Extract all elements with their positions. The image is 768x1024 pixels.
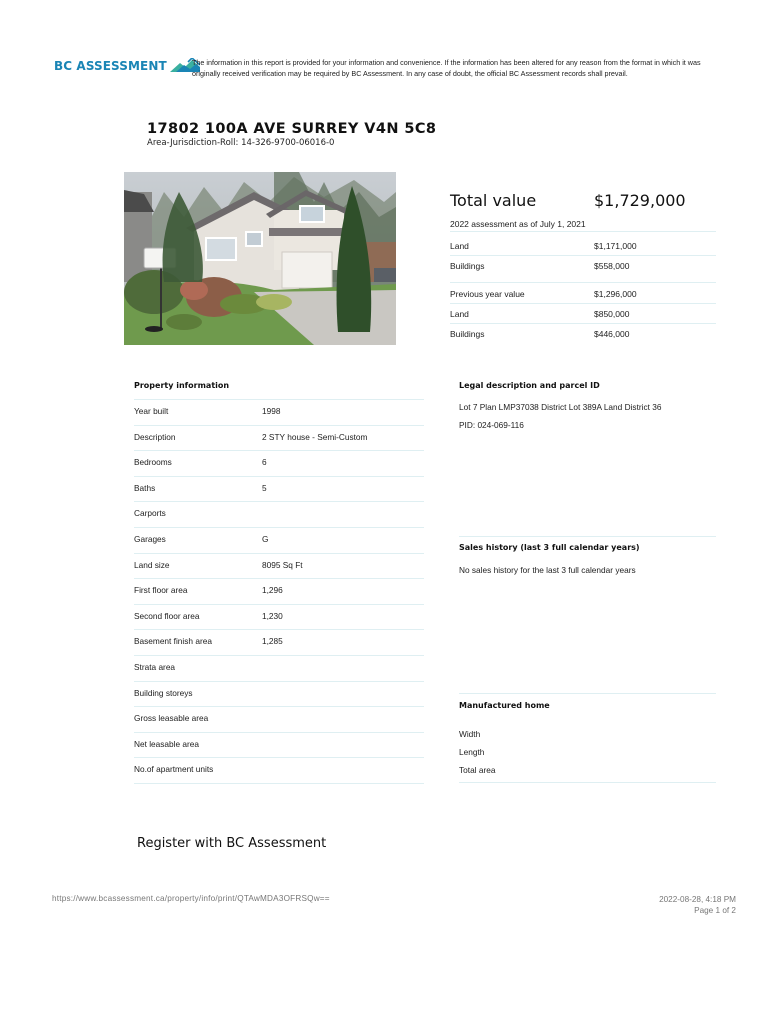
property-info-label: Description [134,431,176,442]
divider [134,732,424,733]
current-land-value: $1,171,000 [594,241,637,251]
page-number: Page 1 of 2 [694,906,736,915]
current-buildings-label: Buildings [450,261,485,271]
property-info-value: 8095 Sq Ft [262,559,303,570]
property-info-label: Gross leasable area [134,713,209,724]
property-info-label: Baths [134,482,156,493]
previous-buildings-label: Buildings [450,329,485,339]
property-info-value: G [262,534,269,544]
property-info-label: First floor area [134,585,188,596]
property-info-label: Strata area [134,662,176,672]
photo-caption-cropped [124,345,396,352]
total-value-amount: $1,729,000 [594,191,686,210]
logo-text: BC ASSESSMENT [54,59,167,73]
divider [450,255,716,256]
property-info-label: Carports [134,508,166,519]
sales-history-text: No sales history for the last 3 full calendar years [459,565,636,575]
property-info-label: Basement finish area [134,636,212,647]
divider [450,323,716,324]
divider [459,782,716,783]
footer-meta [659,894,736,916]
divider [134,655,424,656]
property-photo [124,172,396,345]
property-info-value: 2 STY house - Semi-Custom [262,431,368,442]
divider [134,476,424,477]
divider [134,399,424,400]
divider [134,706,424,707]
disclaimer-text: The information in this report is provided for your information and convenience. If the information has been altered for any reason from the format in which it was originally received verification may be required by BC Assessment. In any case of doubt, the official BC Assessment records shall prevail. [192,58,701,78]
divider [450,282,716,283]
property-info-value: 6 [262,457,267,468]
previous-value-label: Previous year value [450,289,525,299]
total-value-label: Total value [450,191,537,210]
divider [134,425,424,426]
divider [134,681,424,682]
property-info-label: No.of apartment units [134,764,214,775]
sales-history-heading: Sales history (last 3 full calendar years) [459,543,640,552]
parcel-id: PID: 024-069-116 [459,420,524,430]
divider [134,501,424,502]
property-info-value: 1,230 [262,610,283,621]
divider [450,303,716,304]
bc-assessment-logo [54,58,200,74]
manufactured-width-label: Width [459,729,481,739]
current-buildings-value: $558,000 [594,261,630,271]
property-info-label: Net leasable area [134,738,200,749]
divider [134,757,424,758]
property-info-value: 1998 [262,406,281,416]
divider [134,450,424,451]
property-info-label: Building storeys [134,687,193,698]
property-info-label: Second floor area [134,610,200,621]
previous-land-value: $850,000 [594,309,630,319]
assessment-date: 2022 assessment as of July 1, 2021 [450,219,586,229]
divider [134,553,424,554]
manufactured-total-area-label: Total area [459,765,496,775]
property-info-heading: Property information [134,381,230,390]
divider [450,231,716,232]
divider [134,783,424,784]
print-datetime: 2022-08-28, 4:18 PM [659,895,736,904]
property-address: 17802 100A AVE SURREY V4N 5C8 [147,121,437,137]
manufactured-length-label: Length [459,747,485,757]
roll-number: Area-Jurisdiction-Roll: 14-326-9700-06016-0 [147,138,335,148]
property-info-label: Year built [134,406,169,416]
legal-description: Lot 7 Plan LMP37038 District Lot 389A Land District 36 [459,402,662,412]
property-info-label: Bedrooms [134,457,172,468]
property-info-value: 1,296 [262,585,283,596]
register-link[interactable]: Register with BC Assessment [137,836,327,851]
property-info-label: Garages [134,534,166,544]
manufactured-home-heading: Manufactured home [459,701,550,710]
divider [459,693,716,694]
property-info-value: 1,285 [262,636,283,647]
previous-buildings-value: $446,000 [594,329,630,339]
divider [134,629,424,630]
property-info-label: Land size [134,559,170,570]
current-land-label: Land [450,241,469,251]
divider [134,604,424,605]
previous-value-amount: $1,296,000 [594,289,637,299]
divider [459,536,716,537]
divider [134,527,424,528]
divider [134,578,424,579]
footer-url: https://www.bcassessment.ca/property/info/print/QTAwMDA3OFRSQw== [52,894,330,903]
previous-land-label: Land [450,309,469,319]
legal-heading: Legal description and parcel ID [459,381,600,390]
property-info-value: 5 [262,482,267,493]
